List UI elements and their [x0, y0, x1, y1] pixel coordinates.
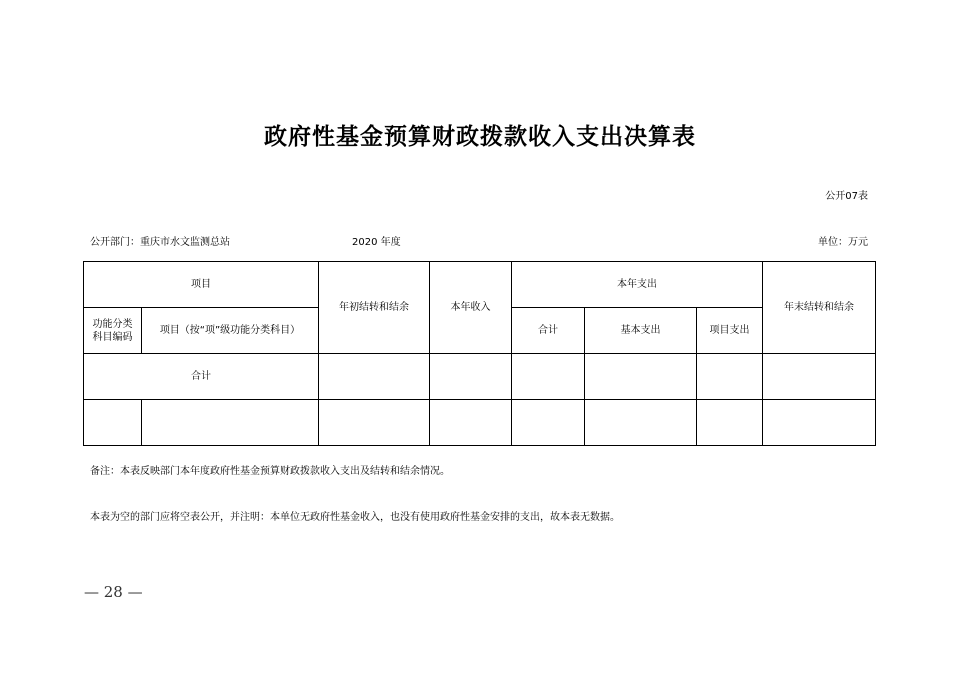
header-project: 项目: [84, 262, 319, 308]
header-subtotal: 合计: [512, 308, 585, 354]
header-expenditure: 本年支出: [512, 262, 763, 308]
header-income: 本年收入: [430, 262, 512, 354]
header-project-detail: 项目（按“项”级功能分类科目）: [142, 308, 319, 354]
table-cell: [84, 400, 142, 446]
unit-label: 单位：万元: [818, 237, 868, 248]
table-cell: [142, 400, 319, 446]
table-row: [84, 354, 876, 400]
header-opening-balance: 年初结转和结余: [319, 262, 430, 354]
table-cell: [512, 400, 585, 446]
table-cell: [430, 354, 512, 400]
table-row: [84, 400, 876, 446]
header-closing-balance: 年末结转和结余: [763, 262, 876, 354]
header-project-expenditure: 项目支出: [697, 308, 763, 354]
table-cell: [763, 400, 876, 446]
table-cell: [585, 400, 697, 446]
budget-table: [83, 261, 876, 446]
header-func-code: [84, 308, 142, 354]
header-func-code-line2: 科目编码: [92, 331, 133, 343]
department-label: 公开部门：重庆市水文监测总站: [90, 237, 230, 248]
table-cell: [697, 354, 763, 400]
page-number: — 28 —: [84, 583, 143, 601]
header-func-code-line1: 功能分类: [92, 318, 133, 330]
total-row-label: 合计: [84, 354, 319, 400]
table-cell: [319, 354, 430, 400]
table-cell: [319, 400, 430, 446]
empty-table-note: 本表为空的部门应将空表公开，并注明：本单位无政府性基金收入，也没有使用政府性基金安排的支出，故本表无数据。: [90, 512, 620, 523]
table-cell: [512, 354, 585, 400]
table-cell: [430, 400, 512, 446]
fiscal-year: 2020 年度: [352, 237, 401, 248]
table-cell: [697, 400, 763, 446]
table-cell: [585, 354, 697, 400]
table-cell: [763, 354, 876, 400]
page-title: 政府性基金预算财政拨款收入支出决算表: [264, 124, 696, 150]
header-basic-expenditure: 基本支出: [585, 308, 697, 354]
form-number: 公开07表: [825, 191, 868, 202]
remark-note: 备注：本表反映部门本年度政府性基金预算财政拨款收入支出及结转和结余情况。: [90, 466, 450, 477]
